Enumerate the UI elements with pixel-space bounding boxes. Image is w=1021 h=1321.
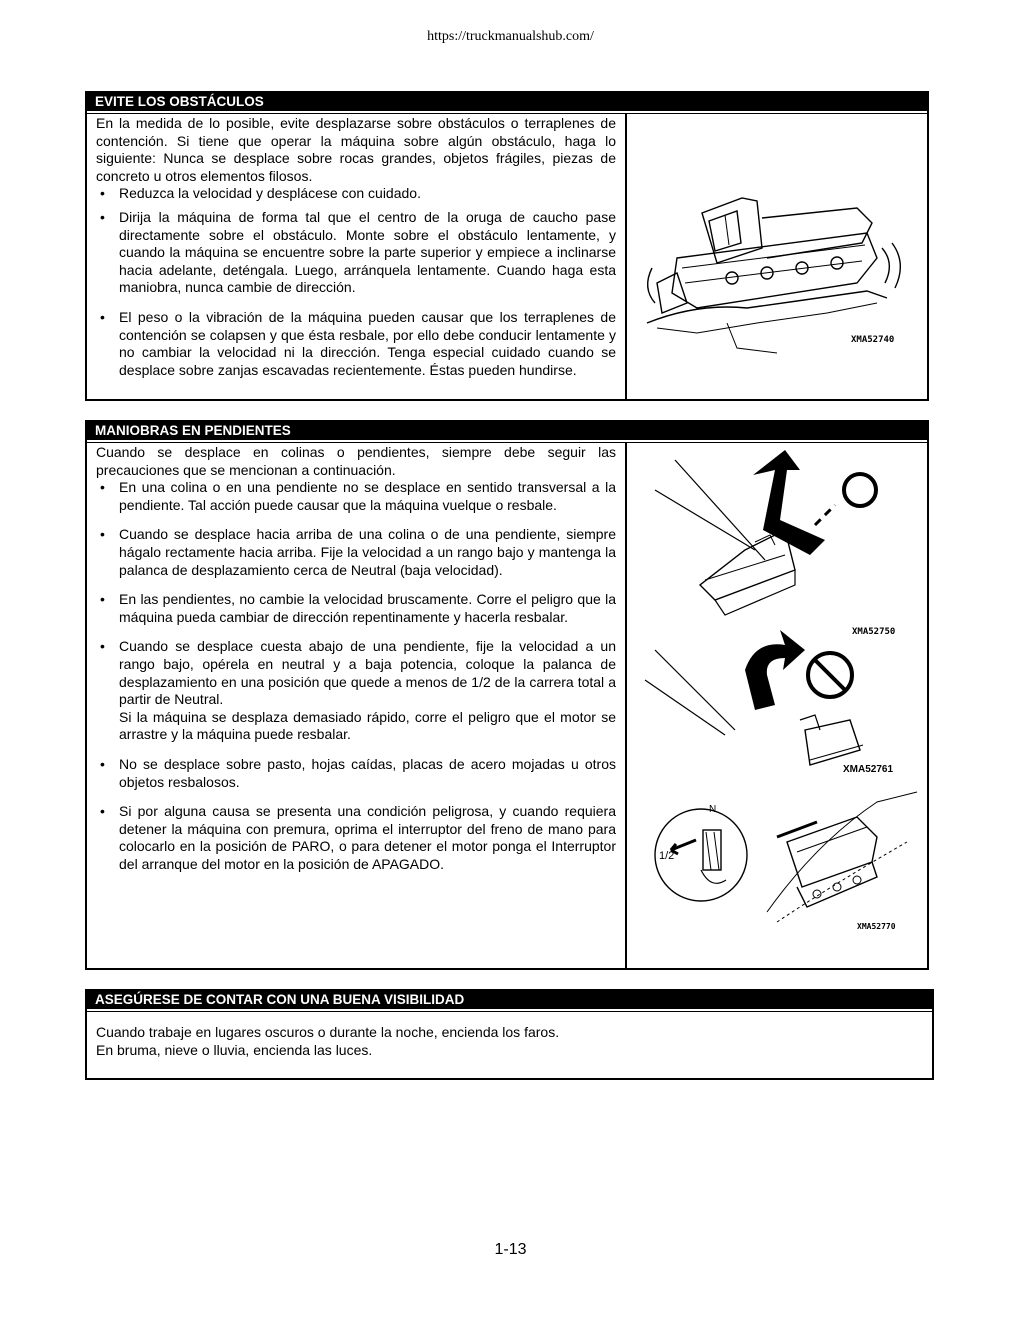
section-slopes bbox=[85, 420, 929, 970]
section-text bbox=[87, 113, 627, 401]
figure-label: XMA52750 bbox=[852, 627, 896, 637]
section-visibility bbox=[85, 989, 934, 1080]
intro-paragraph: Cuando se desplace en colinas o pendientes, siempre debe seguir las precauciones que se mencionan a continuación. bbox=[96, 444, 616, 478]
list-item: • Cuando se desplace hacia arriba de una colina o de una pendiente, siempre hágalo rectamente hacia arriba. Fije la velocidad a un rango bajo y mantenga la palanca de desplazamiento cerca de Neutral (baja velocidad). bbox=[96, 526, 616, 579]
list-item-text: Tenga especial cuidado cuando se desplace sobre zanjas escavadas recientemente. Éstas pueden hundirse. bbox=[119, 344, 617, 378]
list-item: • No se desplace sobre pasto, hojas caídas, placas de acero mojadas u otros objetos resbalosos. bbox=[96, 756, 616, 791]
list-item: • En las pendientes, no cambie la velocidad bruscamente. Corre el peligro que la máquina pueda cambiar de dirección repentinamente y hacerla resbalar. bbox=[96, 591, 616, 626]
figure-label: XMA52770 bbox=[857, 922, 896, 931]
slope-sideways-prohibited-illustration bbox=[635, 620, 925, 770]
page-number: 1-13 bbox=[494, 1241, 527, 1258]
list-item-text: Cuando se desplace cuesta abajo de una pendiente, fije la velocidad a un rango bajo, opérela en neutral y a baja potencia, coloque la palanca de desplazamiento en una posición que quede a menos de 1/2 de la carrera total a partir de Neutral. bbox=[119, 638, 616, 708]
list-item bbox=[96, 638, 616, 744]
section-title: MANIOBRAS EN PENDIENTES bbox=[87, 422, 927, 442]
section-avoid-obstacles bbox=[85, 91, 929, 401]
section-text bbox=[87, 1011, 932, 1069]
figure-label: XMA52740 bbox=[851, 335, 895, 345]
list-item bbox=[96, 309, 616, 379]
figure-cell bbox=[627, 113, 927, 401]
list-item: • Reduzca la velocidad y desplácese con cuidado. bbox=[96, 185, 616, 203]
figure-label: XMA52761 bbox=[843, 764, 894, 775]
lever-neutral-label: N bbox=[709, 804, 717, 815]
intro-paragraph: En la medida de lo posible, evite desplazarse sobre obstáculos o terraplenes de contención. Si tiene que operar la máquina sobre algún obstáculo, haga lo siguiente: Nunca se desplace sobre rocas grandes, objetos frágiles, piezas de concreto u otros elementos filosos. bbox=[96, 115, 616, 184]
list-item: • Dirija la máquina de forma tal que el centro de la oruga de caucho pase directamente sobre el obstáculo. Monte sobre el obstáculo lentamente, y cuando la máquina se encuentre sobre la parte superior y empiece a inclinarse hacia adelante, deténgala. Luego, arránquela lentamente. Cuando haga esta maniobra, nunca cambie de dirección. bbox=[96, 209, 616, 297]
list-item: • Si por alguna causa se presenta una condición peligrosa, y cuando requiera detener la máquina con premura, oprima el interruptor del freno de mano para colocarlo en la posición de PARO, o para detener el motor ponga el Interruptor del arranque del motor en la posición de APAGADO. bbox=[96, 803, 616, 873]
section-title: EVITE LOS OBSTÁCULOS bbox=[87, 93, 927, 113]
list-item-text: Si la máquina se desplaza demasiado rápido, corre el peligro que el motor se arrastre y la máquina puede resbalar. bbox=[119, 708, 616, 743]
list-item: • En una colina o en una pendiente no se desplace en sentido transversal a la pendiente. Tal acción puede causar que la máquina vuelque o resbale. bbox=[96, 479, 616, 514]
lever-half-label: 1/2 bbox=[659, 850, 675, 862]
text-line: En bruma, nieve o lluvia, encienda las luces. bbox=[96, 1042, 373, 1058]
section-text bbox=[87, 442, 627, 970]
text-line: Cuando trabaje en lugares oscuros o durante la noche, encienda los faros. bbox=[96, 1024, 560, 1040]
bullet-list bbox=[96, 479, 616, 873]
slope-uphill-ok-illustration bbox=[635, 450, 925, 620]
list-item-text: El peso o la vibración de la máquina pueden causar que los terraplenes de contención se colapsen y que ésta resbale, por ello debe conducir lentamente y no cambiar la velocidad ni la dirección. bbox=[119, 308, 616, 361]
brake-stop-illustration bbox=[757, 782, 927, 932]
source-url: https://truckmanualshub.com/ bbox=[427, 29, 594, 44]
section-title: ASEGÚRESE DE CONTAR CON UNA BUENA VISIBILIDAD bbox=[87, 991, 932, 1011]
bullet-list bbox=[96, 185, 616, 379]
crawler-obstacle-illustration bbox=[637, 173, 937, 403]
figure-cell bbox=[627, 442, 927, 970]
